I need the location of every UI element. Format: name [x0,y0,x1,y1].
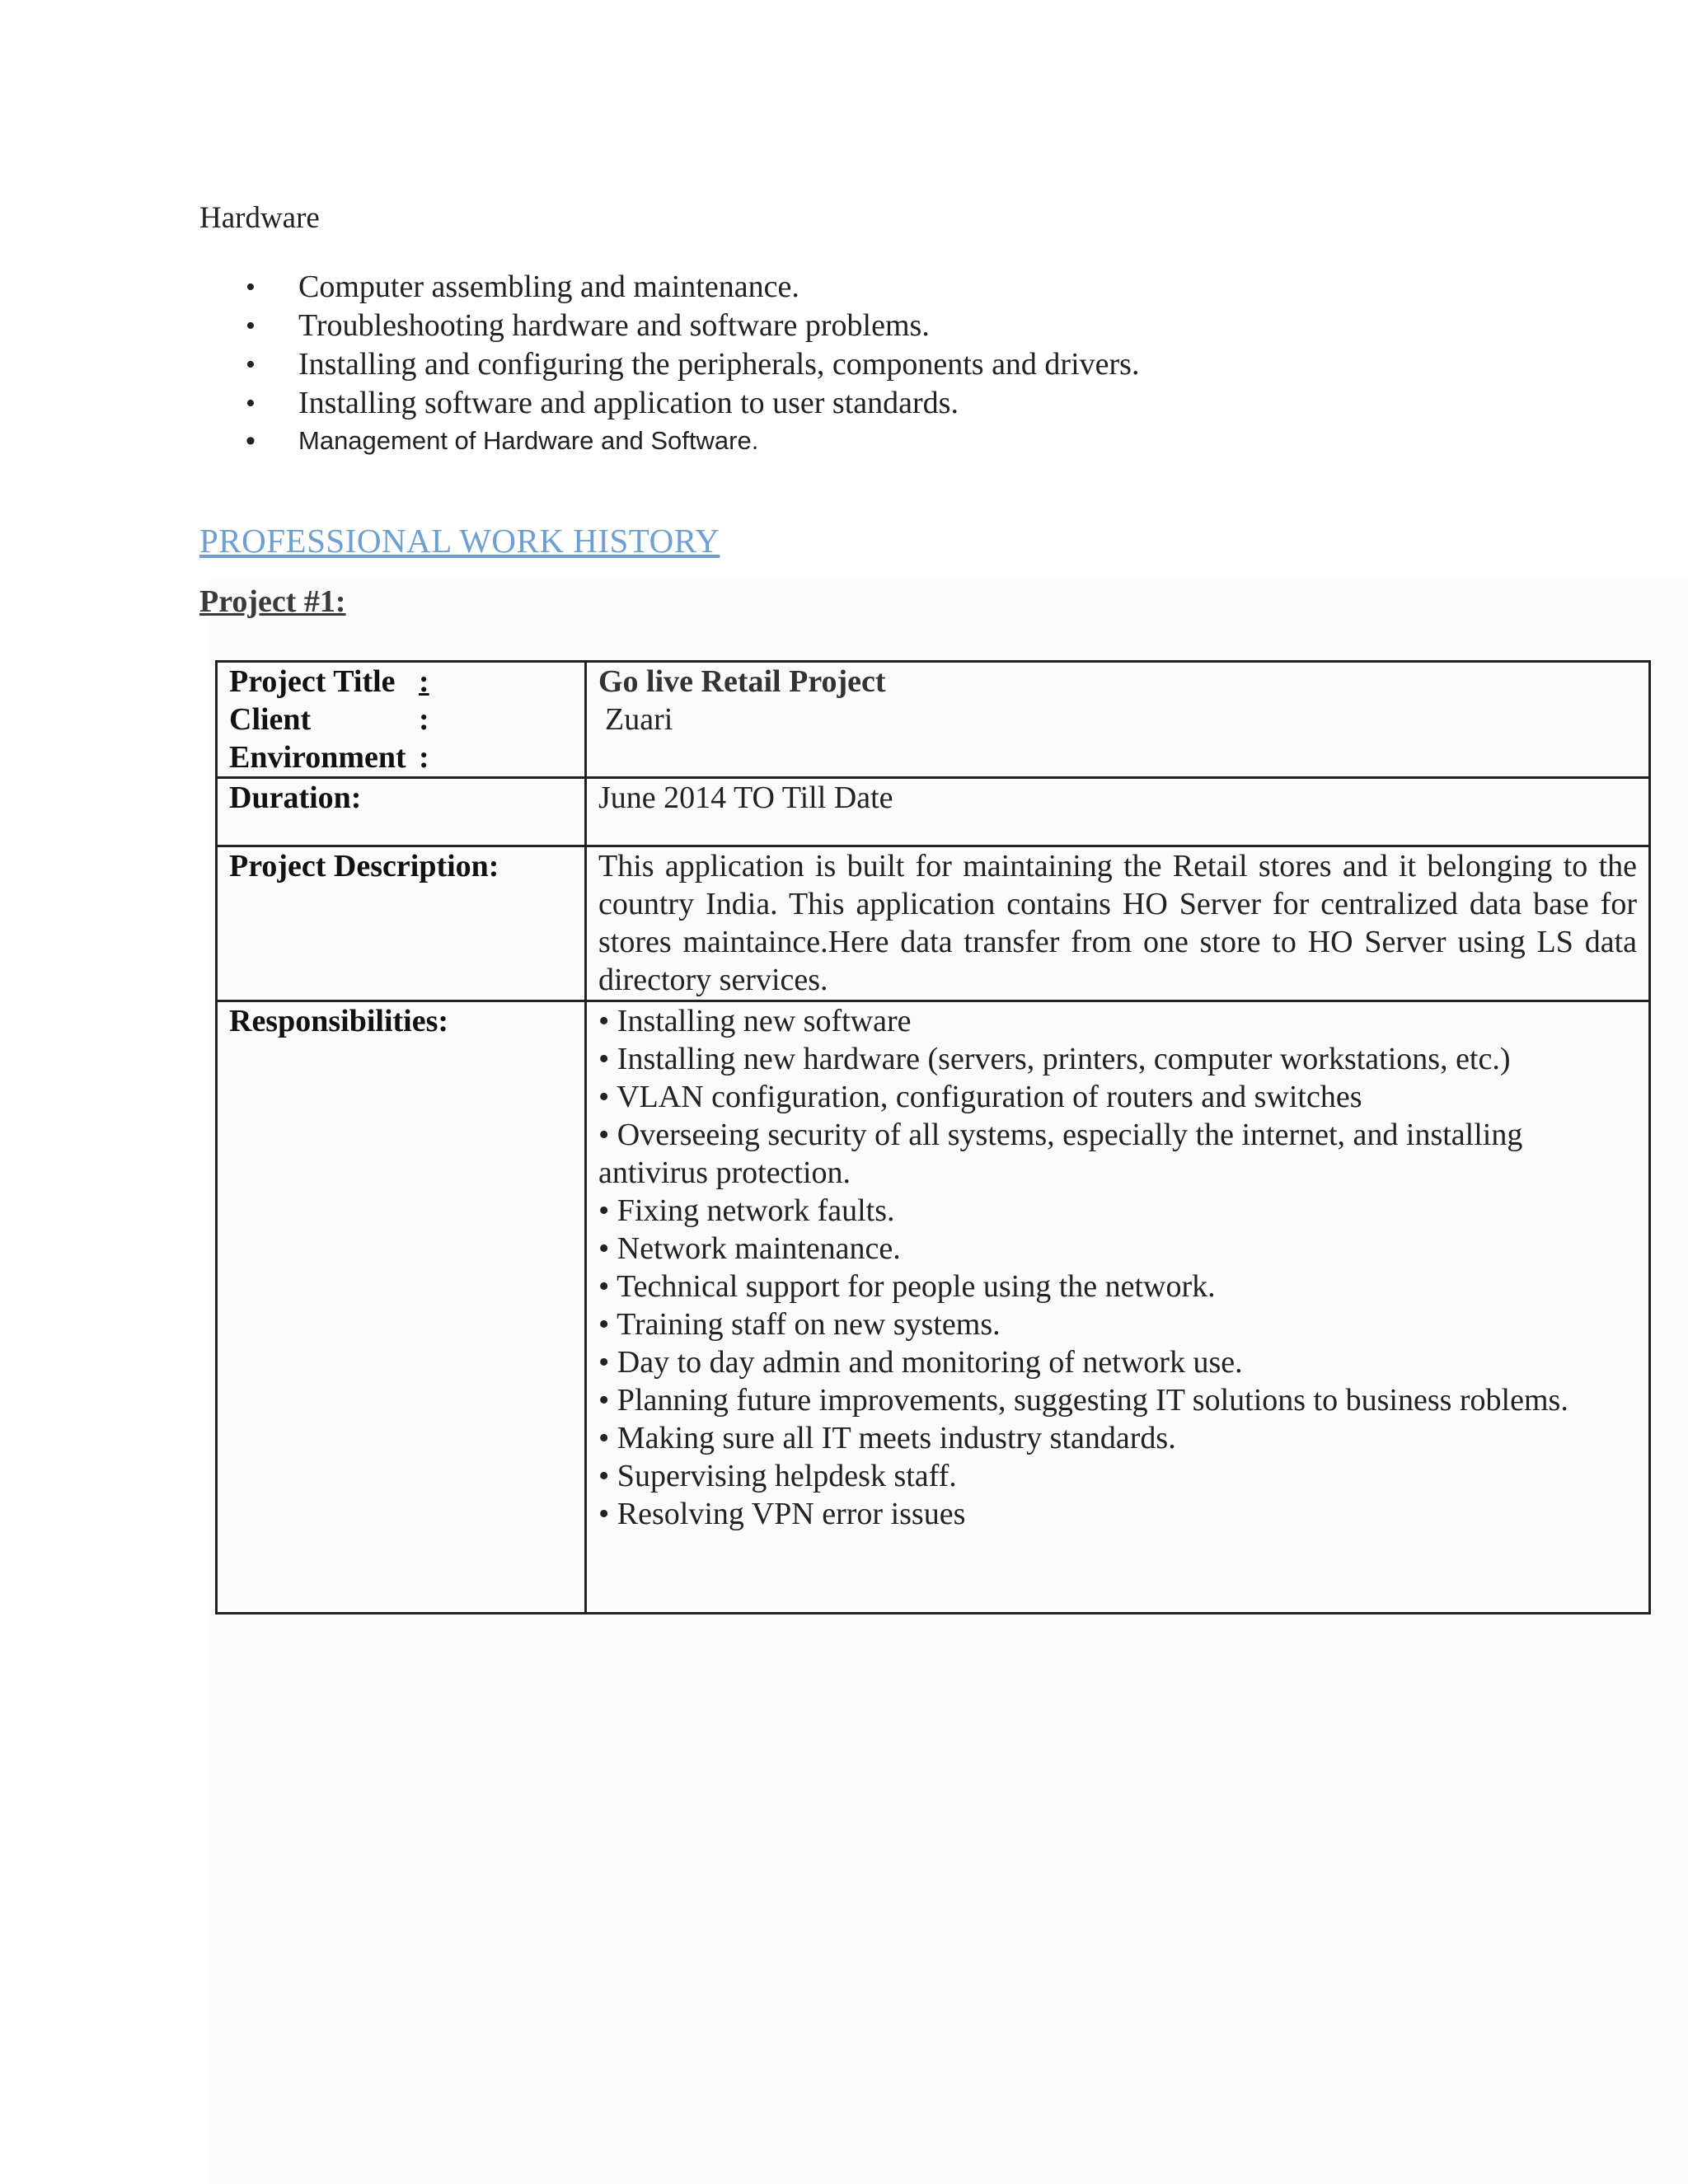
table-row [217,662,1650,778]
list-item: • Planning future improvements, suggesting IT solutions to business roblems. [598,1383,1568,1418]
list-item: • Installing new software [598,1004,912,1038]
environment-label: Environment [229,740,406,775]
client-value: Zuari [605,702,673,737]
project-meta-values [586,662,1650,778]
list-item: • Fixing network faults. [598,1193,895,1228]
project-table [215,660,1651,1615]
list-item: • Troubleshooting hardware and software problems. [239,307,1393,345]
colon: : [419,702,429,737]
colon: : [419,664,429,699]
responsibilities-list [598,1002,1637,1533]
duration-label: Duration: [217,778,586,846]
hardware-list [239,268,1393,459]
hardware-heading: Hardware [199,201,320,235]
colon: : [419,740,429,775]
list-item: • Management of Hardware and Software. [239,423,1393,459]
responsibilities-label: Responsibilities: [217,1001,586,1614]
list-item: • Overseeing security of all systems, especially the internet, and installing antivirus protection. [598,1118,1523,1190]
list-item: • Technical support for people using the network. [598,1269,1216,1304]
list-item: • VLAN configuration, configuration of routers and switches [598,1080,1362,1114]
work-history-heading: PROFESSIONAL WORK HISTORY [199,522,720,560]
list-item: • Installing and configuring the peripherals, components and drivers. [239,345,1393,384]
list-item: • Making sure all IT meets industry standards. [598,1421,1176,1455]
project-meta-labels [217,662,586,778]
list-item: • Resolving VPN error issues [598,1497,966,1531]
list-item: • Installing new hardware (servers, printers, computer workstations, etc.) [598,1042,1511,1076]
responsibilities-value [586,1001,1650,1614]
project-title-value: Go live Retail Project [598,664,886,699]
list-item: • Installing software and application to user standards. [239,384,1393,423]
list-item: • Day to day admin and monitoring of network use. [598,1345,1243,1380]
project-title-label: Project Title [229,664,396,699]
list-item: • Supervising helpdesk staff. [598,1459,957,1493]
list-item: • Training staff on new systems. [598,1307,1001,1342]
project-number: Project #1: [199,584,346,619]
description-label: Project Description: [217,846,586,1001]
table-row [217,846,1650,1001]
list-item: • Network maintenance. [598,1231,901,1266]
client-label: Client [229,702,312,737]
description-value: This application is built for maintaining the Retail stores and it belonging to the country India. This application contains HO Server for centralized data base for stores maintaince.Here data transfer from one store to HO Server using LS data directory services. [586,846,1650,1001]
table-row [217,778,1650,846]
duration-value: June 2014 TO Till Date [586,778,1650,846]
table-row [217,1001,1650,1614]
list-item: • Computer assembling and maintenance. [239,268,1393,307]
